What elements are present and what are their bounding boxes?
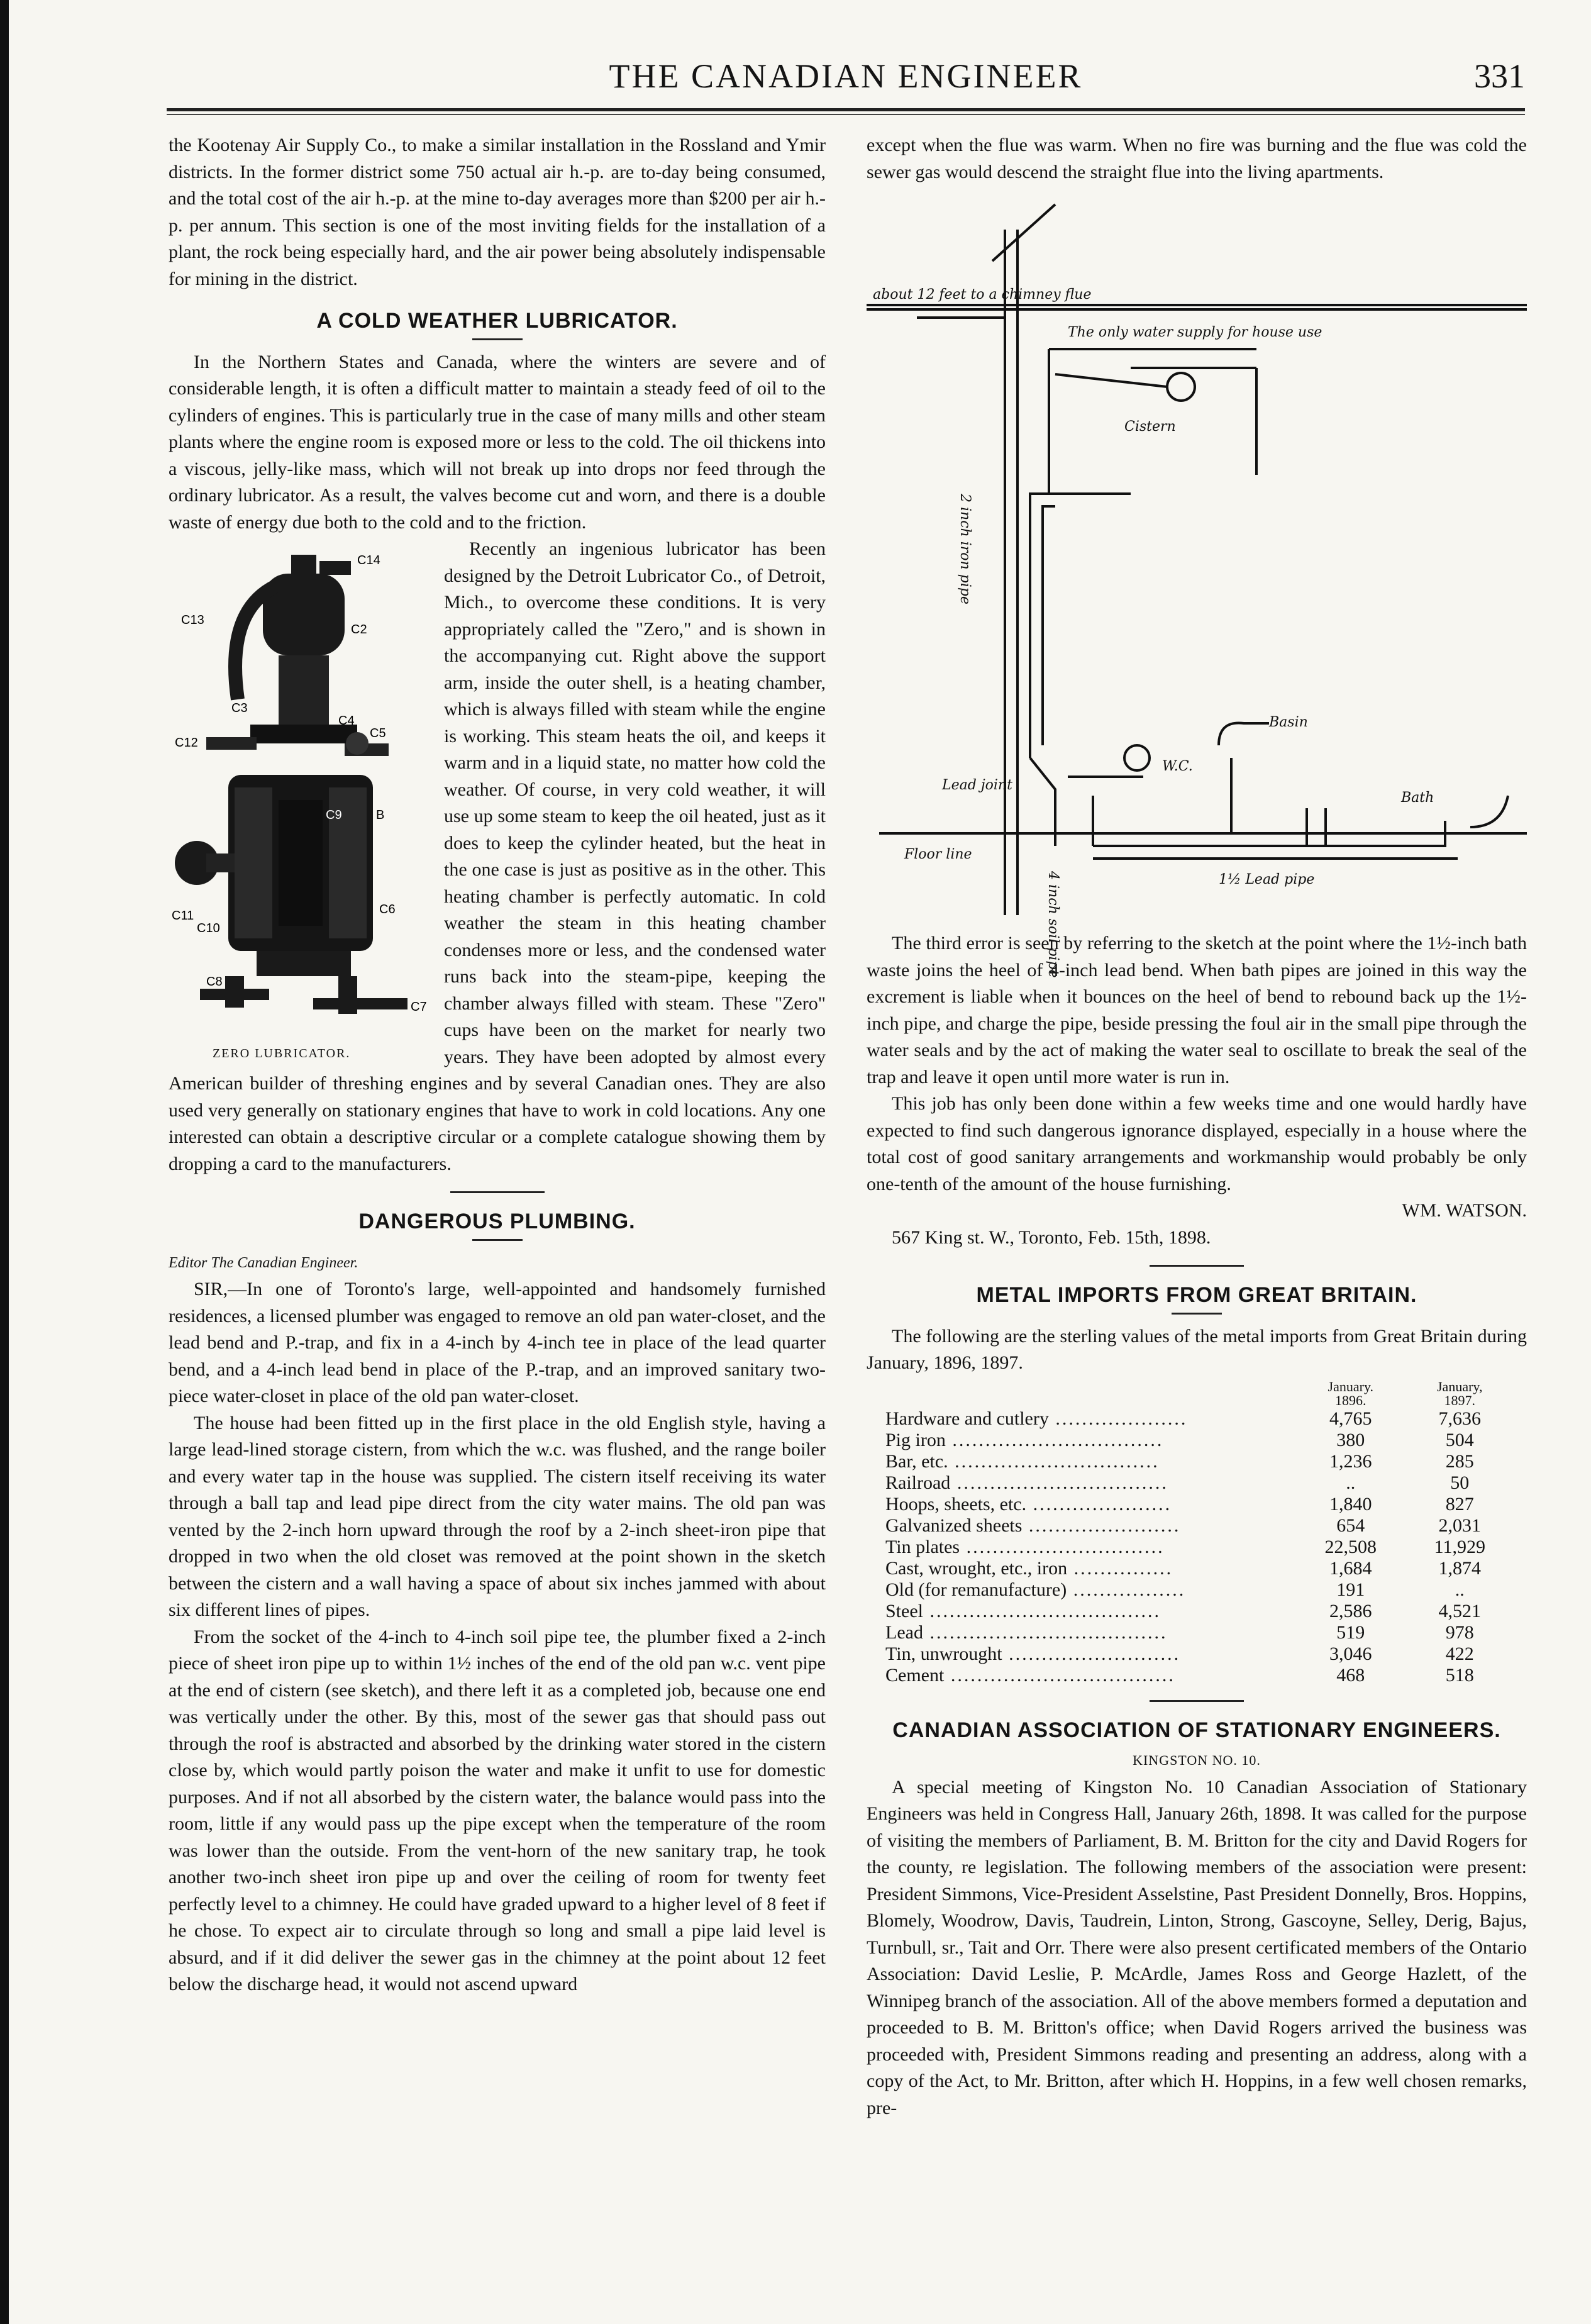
value-1896: 22,508	[1324, 1536, 1377, 1557]
value-1896: ..	[1346, 1472, 1356, 1493]
association-heading: CANADIAN ASSOCIATION OF STATIONARY ENGINEERS.	[892, 1718, 1501, 1742]
metal-item-name: Railroad ................................	[885, 1472, 1168, 1493]
value-1896: 380	[1336, 1429, 1365, 1450]
leader-dots: ..........................	[1002, 1643, 1181, 1664]
col1-year-label: 1896.	[1335, 1392, 1366, 1408]
association-paragraph: A special meeting of Kingston No. 10 Canadian Association of Stationary Engineers was held in Congress Hall, January 26th, 1898. It was called for the purpose of visiting the members of Parliament, B. M. Britton for the city and David Rogers for the county, re legislation. The following members of the association were present: President Simmons, Vice-President Asselstine, Past President Donnelly, Bros. Hoppins, Blomely, Woodrow, Davis, Taudrein, Linton, Strong, Gascoyne, Selley, Derig, Bajus, Turnbull, sr., Tait and Orr. There were also present certificated members of the Ontario Association: David Leslie, P. McArdle, James Ross and George Hazlett, of the Winnipeg branch of the association. All of the above members formed a deputation and proceeded to B. M. Britton's office; when David Rogers arrived the business was proceeded with, President Simmons reading and presenting an address, along with a copy of the Act, to Mr. Britton, after which H. Hoppins, in a few well chosen remarks, pre-	[867, 1776, 1527, 2118]
value-1897: 4,521	[1438, 1600, 1481, 1621]
label-c5: C5	[370, 726, 386, 740]
page-number: 331	[1474, 57, 1525, 95]
label-c12: C12	[175, 736, 198, 750]
value-1897: 422	[1445, 1643, 1474, 1664]
label-b: B	[376, 808, 385, 822]
col2-year-label: 1897.	[1444, 1392, 1475, 1408]
signature: WM. WATSON.	[1402, 1200, 1527, 1221]
lubricator-heading: A COLD WEATHER LUBRICATOR.	[316, 309, 678, 333]
value-1896: 654	[1336, 1515, 1365, 1536]
label-c10: C10	[197, 921, 220, 935]
sketch-label-basin: Basin	[1269, 714, 1308, 730]
sketch-label-water-supply: The only water supply for house use	[1068, 325, 1322, 340]
metal-item-name: Bar, etc. ...............................	[885, 1450, 1160, 1472]
table-row	[885, 1472, 1514, 1494]
metal-item-name: Hoops, sheets, etc. .....................	[885, 1493, 1172, 1515]
value-1897: ..	[1455, 1579, 1465, 1600]
plumbing-heading: DANGEROUS PLUMBING.	[358, 1209, 636, 1233]
value-1897: 504	[1445, 1429, 1474, 1450]
sketch-label-iron-pipe: 2 inch iron pipe	[957, 494, 973, 604]
label-c8: C8	[206, 975, 223, 989]
sketch-label-bath: Bath	[1401, 790, 1434, 806]
table-row	[885, 1408, 1514, 1430]
table-row	[885, 1515, 1514, 1537]
table-row	[885, 1494, 1514, 1515]
table-row	[885, 1622, 1514, 1643]
col1-header-label: January.	[1328, 1378, 1374, 1394]
lubricator-paragraph-1: In the Northern States and Canada, where the winters are severe and of considerable length, it is often a difficult matter to maintain a steady feed of oil to the cylinders of engines. This is particularly true in the case of many mills and other steam plants where the engine room is exposed more or less to the cold. The oil thickens into a viscous, jelly-like mass, which will not break up into drops nor feed through the ordinary lubricator. As a result, the valves become cut and worn, and there is a double waste of energy due both to the cold and to the friction.	[169, 351, 826, 533]
leader-dots: ...................................	[923, 1600, 1161, 1621]
value-1896: 468	[1336, 1664, 1365, 1686]
label-c7: C7	[411, 1000, 427, 1014]
heading-rule	[472, 338, 523, 340]
value-1897: 978	[1445, 1621, 1474, 1643]
metals-heading: METAL IMPORTS FROM GREAT BRITAIN.	[976, 1283, 1417, 1307]
value-1897: 50	[1450, 1472, 1470, 1493]
association-subheading: KINGSTON NO. 10.	[1133, 1752, 1261, 1768]
value-1896: 519	[1336, 1621, 1365, 1643]
metal-item-name: Cast, wrought, etc., iron ...............	[885, 1557, 1173, 1579]
sketch-label-joint: Lead joint	[942, 777, 1012, 793]
value-1896: 1,840	[1329, 1493, 1372, 1515]
plumbing-continuation: except when the flue was warm. When no fire was burning and the flue was cold the sewer gas would descend the straight flue into the living apartments.	[867, 135, 1527, 182]
right-column	[867, 132, 1527, 2121]
value-1896: 4,765	[1329, 1408, 1372, 1429]
value-1897: 7,636	[1438, 1408, 1481, 1429]
heading-rule	[1172, 1313, 1222, 1315]
leader-dots: .................	[1067, 1579, 1186, 1600]
table-row	[885, 1579, 1514, 1601]
leader-dots: ....................	[1048, 1408, 1188, 1429]
sketch-label-floor: Floor line	[904, 847, 972, 862]
table-row	[885, 1558, 1514, 1579]
table-row	[885, 1601, 1514, 1622]
value-1897: 285	[1445, 1450, 1474, 1472]
value-1896: 191	[1336, 1579, 1365, 1600]
leader-dots: ..................................	[944, 1664, 1175, 1686]
value-1896: 1,236	[1329, 1450, 1372, 1472]
label-c13: C13	[181, 613, 204, 627]
sketch-label-lead-pipe: 1½ Lead pipe	[1219, 872, 1315, 887]
value-1896: 1,684	[1329, 1557, 1372, 1579]
section-divider	[1150, 1700, 1244, 1702]
plumbing-sketch	[867, 192, 1527, 978]
leader-dots: ...............	[1067, 1557, 1173, 1579]
label-c2: C2	[351, 623, 367, 637]
value-1897: 1,874	[1438, 1557, 1481, 1579]
table-row	[885, 1451, 1514, 1472]
leader-dots: ..............................	[960, 1536, 1165, 1557]
table-row	[885, 1537, 1514, 1558]
metal-item-name: Tin plates ..............................	[885, 1536, 1165, 1557]
table-row	[885, 1665, 1514, 1686]
leader-dots: .....................	[1026, 1493, 1172, 1515]
header-rule-thin	[167, 114, 1525, 115]
left-column	[169, 132, 826, 1998]
value-1897: 11,929	[1434, 1536, 1485, 1557]
table-row	[885, 1643, 1514, 1665]
sketch-label-chimney: about 12 feet to a chimney flue	[873, 287, 1092, 303]
label-c4: C4	[338, 714, 355, 728]
metal-item-name: Cement ..................................	[885, 1664, 1175, 1686]
sketch-label-cistern: Cistern	[1124, 419, 1176, 435]
figure-caption: ZERO LUBRICATOR.	[213, 1047, 351, 1060]
intro-paragraph: the Kootenay Air Supply Co., to make a similar installation in the Rossland and Ymir districts. In the former district some 750 actual air h.-p. are to-day being consumed, and the total cost of the air h.-p. at the mine to-day averages more than $200 per air h.-p. per annum. This section is one of the most inviting fields for the installation of a plant, the rock being especially hard, and the air power being absolutely indispensable for mining in the district.	[169, 135, 826, 289]
lubricator-illustration	[169, 536, 433, 1039]
plumbing-paragraph-3: From the socket of the 4-inch to 4-inch soil pipe tee, the plumber fixed a 2-inch piece of sheet iron pipe up to within 1½ inches of the end of the old pan w.c. vent pipe at the end of cistern (see sketch), and there left it as a completed job, because one end was vertically under the other. By this, most of the sewer gas that should pass out through the roof is abstracted and absorbed by the drinking water stored in the cistern close by, which would partly poison the water and make it unfit to use for domestic purposes. And if not all absorbed by the cistern water, the balance would pass into the room, little if any would pass up the pipe except when the temperature of the room was lower than the outside. From the vent-horn of the new sanitary trap, he took another two-inch sheet iron pipe up and over the ceiling of room for twenty feet perfectly level to a chimney. He could have graded upward to a higher level of 8 feet if he chose. To expect air to circulate through so long and small a pipe laid level is absurd, and if it did deliver the sewer gas in the chimney at the point about 12 feet below the discharge head, it would not ascend upward	[169, 1626, 826, 1994]
metals-intro: The following are the sterling values of the metal imports from Great Britain during January, 1896, 1897.	[867, 1325, 1527, 1373]
section-divider	[1150, 1265, 1244, 1267]
leader-dots: ................................	[945, 1429, 1164, 1450]
value-1897: 518	[1445, 1664, 1474, 1686]
metal-imports-rows	[885, 1408, 1514, 1686]
value-1896: 2,586	[1329, 1600, 1372, 1621]
journal-title: THE CANADIAN ENGINEER	[609, 57, 1083, 95]
table-row	[885, 1430, 1514, 1451]
page-header	[167, 50, 1525, 107]
sketch-label-wc: W.C.	[1162, 759, 1193, 774]
metal-item-name: Steel ...................................	[885, 1600, 1161, 1621]
label-c9: C9	[326, 808, 342, 822]
metal-item-name: Pig iron ................................	[885, 1429, 1164, 1450]
metal-item-name: Galvanized sheets .......................	[885, 1515, 1181, 1536]
metal-imports-table	[885, 1379, 1514, 1686]
col-header-1897	[1405, 1379, 1514, 1408]
heading-rule	[472, 1239, 523, 1241]
metal-item-name: Old (for remanufacture) .................	[885, 1579, 1186, 1600]
lubricator-paragraph-2: Recently an ingenious lubricator has been designed by the Detroit Lubricator Co., of Detroit, Mich., to overcome these conditions. It is very appropriately called the "Zero," and is shown in the accompanying cut. Right above the support arm, inside the outer shell, is a heating chamber, which is always filled with steam while the engine is working. This steam heats the oil, and keeps it warm and in a liquid state, no matter how cold the weather. Of course, in very cold weather, it will use up some steam to keep the oil heated, just as it does to keep the cylinder heated, but the heat in the one case is just as positive as in the other. This heating chamber is perfectly automatic. In cold weather the steam in this heating chamber condenses more or less, and the condensed water runs back into the steam-pipe, keeping the chamber always filled with steam. These "Zero" cups have been on the market for nearly two years. They have been adopted by almost every American builder of threshing engines and by several Canadian ones. They are also used very generally on stationary engines that have to work in cold locations. Any one interested can obtain a descriptive circular or a complete catalogue showing them by dropping a card to the manufacturers.	[169, 538, 826, 1174]
plumbing-paragraph-1: SIR,—In one of Toronto's large, well-appointed and handsomely furnished residences, a licensed plumber was engaged to remove an old pan water-closet, and the lead bend and P.-trap, and fix in a 4-inch by 4-inch tee in place of the lead quarter bend, and a 4-inch lead bend in place of the P.-trap, and an improved sanitary two-piece water-closet in place of the old pan water-closet.	[169, 1279, 826, 1406]
metal-item-name: Lead ....................................	[885, 1621, 1168, 1643]
value-1897: 2,031	[1438, 1515, 1481, 1536]
binding-edge	[0, 0, 9, 2324]
leader-dots: ....................................	[923, 1621, 1168, 1643]
metal-item-name: Tin, unwrought ..........................	[885, 1643, 1181, 1664]
leader-dots: ...............................	[948, 1450, 1160, 1472]
zero-lubricator-figure	[169, 536, 433, 1064]
leader-dots: .......................	[1022, 1515, 1181, 1536]
metal-item-name: Hardware and cutlery ....................	[885, 1408, 1188, 1429]
label-c3: C3	[231, 701, 248, 715]
header-rule	[167, 108, 1525, 111]
value-1896: 3,046	[1329, 1643, 1372, 1664]
address-line: 567 King st. W., Toronto, Feb. 15th, 1898.	[892, 1226, 1211, 1248]
col2-header-label: January,	[1437, 1378, 1483, 1394]
section-divider	[450, 1191, 545, 1193]
third-error-paragraph: The third error is seen by referring to the sketch at the point where the 1½-inch bath waste joins the heel of 4-inch lead bend. When bath pipes are joined in this way the excrement is liable when it bounces on the heel of bend to rebound back up the 1½-inch pipe, and charge the pipe, beside pressing the foul air in the small pipe through the water seals and by the act of making the water seal to oscillate to break the seal of the trap and leave it open until more water is run in.	[867, 933, 1527, 1087]
label-c14: C14	[357, 553, 380, 567]
leader-dots: ................................	[950, 1472, 1168, 1493]
value-1897: 827	[1445, 1493, 1474, 1515]
plumbing-paragraph-2: The house had been fitted up in the first place in the old English style, having a large lead-lined storage cistern, from which the w.c. was flushed, and the range boiler and every water tap in the house was supplied. The cistern itself receiving its water through a ball tap and lead pipe direct from the city water mains. The old pan was vented by the 2-inch horn upward through the roof by a 2-inch sheet-iron pipe that dropped in two when the old closet was removed at the point shown in the sketch between the cistern and a wall having a space of about six inches jammed with about six different lines of pipes.	[169, 1412, 826, 1620]
sketch-label-soil-pipe: 4 inch soil pipe	[1045, 871, 1061, 978]
editor-line: Editor The Canadian Engineer.	[169, 1254, 358, 1271]
job-paragraph: This job has only been done within a few weeks time and one would hardly have expected to find such dangerous ignorance displayed, especially in a house where the total cost of good sanitary arrangements and workmanship would probably be only one-tenth of the amount of the house furnishing.	[867, 1093, 1527, 1194]
label-c11: C11	[172, 909, 194, 923]
col-header-1896	[1296, 1379, 1405, 1408]
label-c6: C6	[379, 903, 396, 916]
